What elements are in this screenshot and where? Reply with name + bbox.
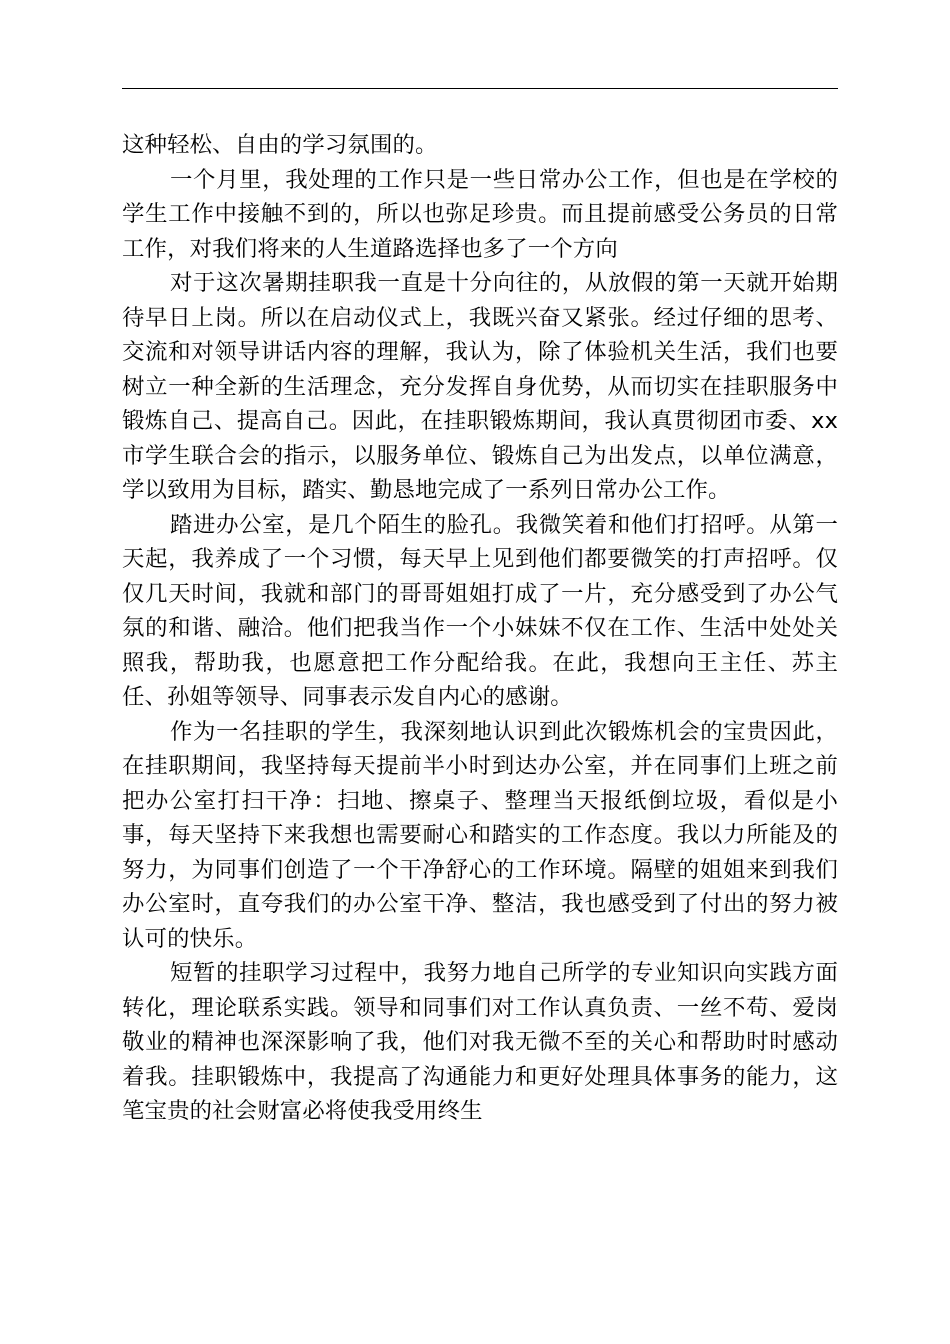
header-rule xyxy=(122,88,838,89)
paragraph: 短暂的挂职学习过程中，我努力地自己所学的专业知识向实践方面转化，理论联系实践。领导和同事们对工作认真负责、一丝不苟、爱岗敬业的精神也深深影响了我，他们对我无微不至的关心和帮助时时感动着我。挂职锻炼中，我提高了沟通能力和更好处理具体事务的能力，这笔宝贵的社会财富必将使我受用终生 xyxy=(122,960,838,1124)
paragraph: 作为一名挂职的学生，我深刻地认识到此次锻炼机会的宝贵因此，在挂职期间，我坚持每天提前半小时到达办公室，并在同事们上班之前把办公室打扫干净：扫地、擦桌子、整理当天报纸倒垃圾，看似是小事，每天坚持下来我想也需要耐心和踏实的工作态度。我以力所能及的努力，为同事们创造了一个干净舒心的工作环境。隔壁的姐姐来到我们办公室时，直夸我们的办公室干净、整洁，我也感受到了付出的努力被认可的快乐。 xyxy=(122,718,838,952)
paragraph: 对于这次暑期挂职我一直是十分向往的，从放假的第一天就开始期待早日上岗。所以在启动仪式上，我既兴奋又紧张。经过仔细的思考、交流和对领导讲话内容的理解，我认为，除了体验机关生活，我们也要树立一种全新的生活理念，充分发挥自身优势，从而切实在挂职服务中锻炼自己、提高自己。因此，在挂职锻炼期间，我认真贯彻团市委、xx 市学生联合会的指示，以服务单位、锻炼自己为出发点，以单位满意，学以致用为目标，踏实、勤恳地完成了一系列日常办公工作。 xyxy=(122,270,838,503)
paragraph: 踏进办公室，是几个陌生的脸孔。我微笑着和他们打招呼。从第一天起，我养成了一个习惯，每天早上见到他们都要微笑的打声招呼。仅仅几天时间，我就和部门的哥哥姐姐打成了一片，充分感受到了办公气氛的和谐、融洽。他们把我当作一个小妹妹不仅在工作、生活中处处关照我，帮助我，也愿意把工作分配给我。在此，我想向王主任、苏主任、孙姐等领导、同事表示发自内心的感谢。 xyxy=(122,511,838,710)
paragraph: 这种轻松、自由的学习氛围的。 xyxy=(122,132,438,158)
document-body xyxy=(122,128,838,1129)
paragraph: 一个月里，我处理的工作只是一些日常办公工作，但也是在学校的学生工作中接触不到的，所以也弥足珍贵。而且提前感受公务员的日常工作，对我们将来的人生道路选择也多了一个方向 xyxy=(122,166,838,262)
